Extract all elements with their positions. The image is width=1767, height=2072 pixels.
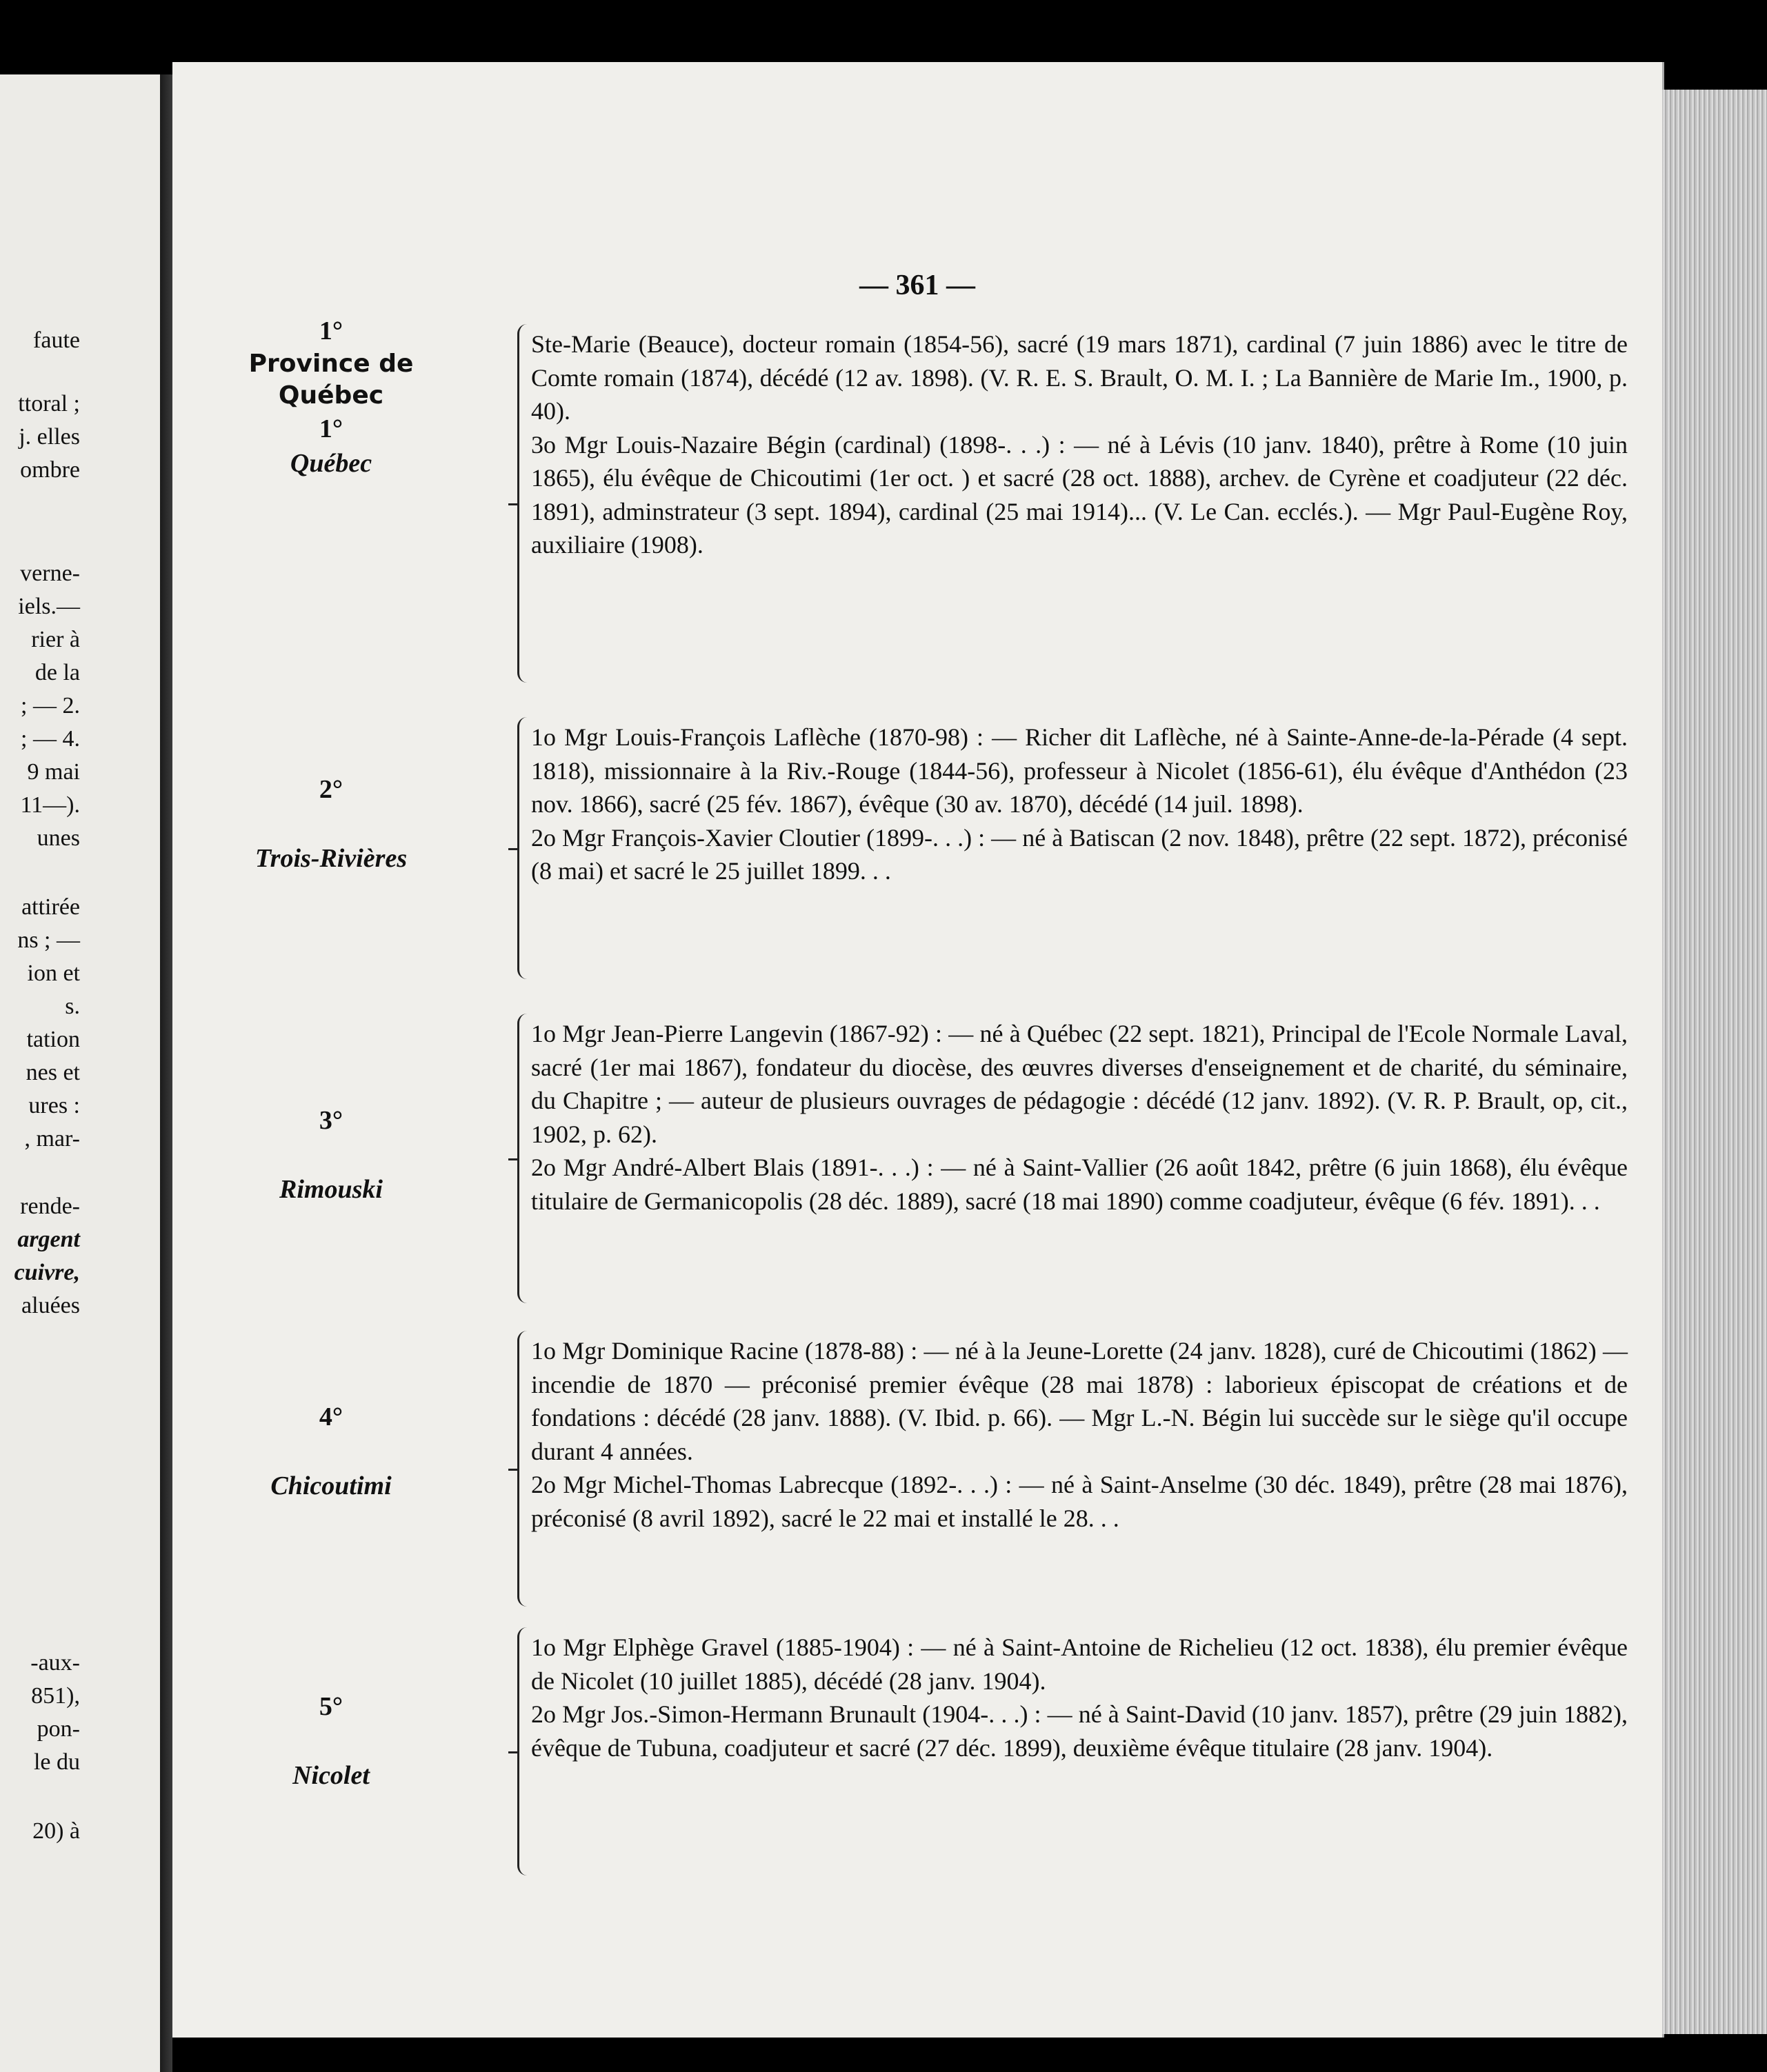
section-3-entries: [531, 1017, 1628, 1218]
section-number: 3°: [319, 1106, 343, 1135]
left-fragment: -aux-: [30, 1650, 80, 1676]
section-5-entries: [531, 1631, 1628, 1764]
left-fragment: argent: [17, 1227, 80, 1252]
entry-paragraph: 2o Mgr André-Albert Blais (1891-. . .) : — né à Saint-Vallier (26 août 1842, prêtre (6 juin 1868), élu évêque titulaire de Germanicopolis (28 déc. 1889), sacré (18 mai 1890) comme coadjuteur, évêque (6 fév. 1891). . .: [531, 1154, 1628, 1215]
entry-paragraph: 1o Mgr Louis-François Laflèche (1870-98) : — Richer dit Laflèche, né à Sainte-Anne-de-la-Pérade (4 sept. 1818), missionnaire à la Riv.-Rouge (1844-56), professeur à Nicolet (1856-61), élu évêque d'Anthédon (23 nov. 1866), sacré (25 fév. 1867), évêque (30 av. 1870), décédé (14 juil. 1898).: [531, 723, 1628, 818]
sidebar-trois-rivieres: [214, 772, 448, 876]
entry-paragraph: 1o Mgr Jean-Pierre Langevin (1867-92) : — né à Québec (22 sept. 1821), Principal de l'Ecole Normale Laval, sacré (1er mai 1867), fondateur du diocèse, des œuvres diverses d'enseignement et de charité, du séminaire, du Chapitre ; — auteur de plusieurs ouvrages de pédagogie : décédé (12 janv. 1892). (V. R. P. Brault, op, cit., 1902, p. 62).: [531, 1020, 1628, 1148]
section-number: 5°: [319, 1692, 343, 1721]
section-4-entries: [531, 1334, 1628, 1535]
page-number: — 361 —: [859, 270, 975, 301]
entry-paragraph: 2o Mgr Michel-Thomas Labrecque (1892-. . .) : — né à Saint-Anselme (30 déc. 1849), prêtre (28 mai 1876), préconisé (8 avril 1892), sacré le 22 mai et installé le 28. . .: [531, 1471, 1628, 1532]
left-fragment: rende-: [20, 1194, 80, 1219]
left-fragment: verne-: [20, 561, 80, 586]
left-fragment: 9 mai: [27, 759, 80, 785]
section-number: 1°: [319, 316, 343, 345]
sub-number: 1°: [319, 414, 343, 443]
entry-paragraph: 1o Mgr Elphège Gravel (1885-1904) : — né à Saint-Antoine de Richelieu (12 oct. 1838), élu premier évêque de Nicolet (10 juillet 1885), décédé (28 janv. 1904).: [531, 1633, 1628, 1695]
left-fragment: unes: [37, 825, 80, 851]
diocese-name: Trois-Rivières: [254, 844, 408, 873]
left-fragment: aluées: [21, 1293, 80, 1318]
left-fragment: rier à: [31, 627, 80, 652]
section-2-entries: [531, 721, 1628, 888]
page-edges: [1662, 90, 1767, 2034]
left-fragment: ttoral ;: [18, 391, 80, 416]
sidebar-rimouski: [214, 1103, 448, 1207]
section-brace: [517, 717, 529, 979]
left-fragment: iels.—: [18, 594, 80, 619]
left-fragment: j. elles: [19, 424, 80, 450]
left-fragment: le du: [33, 1749, 80, 1775]
facing-page-left: [0, 74, 160, 2072]
left-fragment: ures :: [28, 1093, 80, 1118]
entry-paragraph: 2o Mgr Jos.-Simon-Hermann Brunault (1904-. . .) : — né à Saint-David (10 janv. 1857), prêtre (29 juin 1882), évêque de Tubuna, coadjuteur et sacré (27 déc. 1899), deuxième évêque titulaire (28 janv. 1904).: [531, 1700, 1628, 1762]
left-fragment: , mar-: [24, 1126, 80, 1151]
left-fragment: pon-: [37, 1716, 80, 1742]
page-361: [172, 62, 1664, 2038]
left-fragment: s.: [65, 994, 80, 1019]
sidebar-nicolet: [214, 1689, 448, 1793]
section-brace: [517, 324, 529, 683]
diocese-name: Chicoutimi: [270, 1471, 392, 1500]
left-fragment: tation: [26, 1027, 80, 1052]
left-fragment: 851),: [31, 1683, 80, 1709]
province-label: Province de: [248, 350, 414, 378]
diocese-name: Québec: [290, 449, 372, 478]
left-fragment: 20) à: [32, 1818, 80, 1844]
section-brace: [517, 1627, 529, 1875]
diocese-name: Nicolet: [292, 1761, 370, 1790]
left-fragment: nes et: [26, 1060, 80, 1085]
left-fragment: attirée: [21, 894, 80, 920]
entry-paragraph: 3o Mgr Louis-Nazaire Bégin (cardinal) (1898-. . .) : — né à Lévis (10 janv. 1840), prêtre à Rome (10 juin 1865), élu évêque de Chicoutimi (1er oct. ) et sacré (28 oct. 1888), archev. de Cyrène et coadjuteur (22 déc. 1891), adminstrateur (3 sept. 1894), cardinal (25 mai 1914)... (V. Le Can. ecclés.). — Mgr Paul-Eugène Roy, auxiliaire (1908).: [531, 430, 1628, 559]
section-1-entries: [531, 328, 1628, 562]
left-fragment: ; — 4.: [21, 726, 80, 752]
left-fragment: ; — 2.: [21, 693, 80, 718]
left-fragment: faute: [33, 328, 80, 353]
entry-paragraph: Ste-Marie (Beauce), docteur romain (1854-56), sacré (19 mars 1871), cardinal (7 juin 1886) avec le titre de Comte romain (1874), décédé (12 av. 1898). (V. R. E. S. Brault, O. M. I. ; La Bannière de Marie Im., 1900, p. 40).: [531, 330, 1628, 425]
left-fragment: ion et: [27, 960, 80, 986]
diocese-name: Rimouski: [279, 1175, 383, 1204]
left-fragment: ombre: [20, 457, 80, 483]
left-fragment: ns ; —: [17, 927, 80, 953]
sidebar-province-quebec: [214, 314, 448, 481]
section-number: 2°: [319, 775, 343, 804]
section-number: 4°: [319, 1402, 343, 1431]
book-gutter: [160, 74, 172, 2072]
entry-paragraph: 1o Mgr Dominique Racine (1878-88) : — né à la Jeune-Lorette (24 janv. 1828), curé de Chicoutimi (1862) — incendie de 1870 — préconisé premier évêque (28 mai 1878) : laborieux épiscopat de créations et de fondations : décédé (28 janv. 1888). (V. Ibid. p. 66). — Mgr L.-N. Bégin lui succède sur le siège qu'il occupe durant 4 années.: [531, 1337, 1628, 1465]
entry-paragraph: 2o Mgr François-Xavier Cloutier (1899-. . .) : — né à Batiscan (2 nov. 1848), prêtre (22 sept. 1872), préconisé (8 mai) et sacré le 25 juillet 1899. . .: [531, 823, 1628, 885]
section-brace: [517, 1014, 529, 1303]
left-fragment: cuivre,: [14, 1260, 80, 1285]
province-label: Québec: [278, 381, 384, 410]
sidebar-chicoutimi: [214, 1400, 448, 1503]
left-fragment: 11—).: [20, 792, 80, 818]
section-brace: [517, 1331, 529, 1607]
left-fragment: de la: [34, 660, 80, 685]
